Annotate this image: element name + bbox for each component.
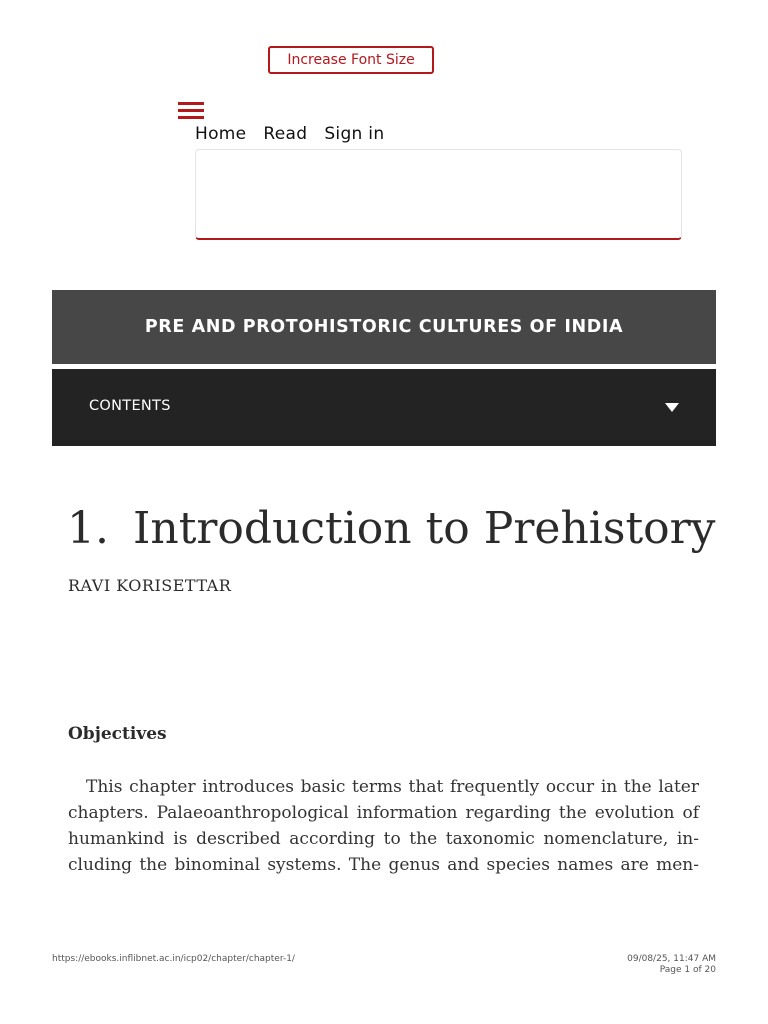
nav-item-sign-in[interactable]: Sign in <box>324 124 385 144</box>
footer-page-info: Page 1 of 20 <box>659 965 716 975</box>
chapter-title-text: Introduction to Prehistory <box>132 503 716 554</box>
increase-font-size-button[interactable]: Increase Font Size <box>268 46 434 74</box>
footer-meta <box>627 954 716 976</box>
paragraph-line: This chapter introduces basic terms that frequently occur in the later <box>86 777 699 797</box>
search-input[interactable] <box>195 149 682 240</box>
caret-down-icon[interactable] <box>665 403 679 412</box>
hamburger-menu-icon[interactable] <box>178 102 204 120</box>
paragraph-line: humankind is described according to the taxonomic nomenclature, in- <box>68 829 699 849</box>
contents-dropdown[interactable] <box>52 369 716 446</box>
footer-timestamp: 09/08/25, 11:47 AM <box>627 954 716 964</box>
footer-url: https://ebooks.inflibnet.ac.in/icp02/chapter/chapter-1/ <box>52 954 295 964</box>
nav-item-home[interactable]: Home <box>195 124 247 144</box>
book-title[interactable]: PRE AND PROTOHISTORIC CULTURES OF INDIA <box>144 317 624 337</box>
section-heading-objectives: Objectives <box>68 724 167 744</box>
contents-label: CONTENTS <box>89 398 171 414</box>
chapter-number: 1. <box>67 503 109 554</box>
chapter-title <box>67 497 716 561</box>
nav-item-read[interactable]: Read <box>263 124 308 144</box>
chapter-author: RAVI KORISETTAR <box>68 576 232 595</box>
paragraph-line: cluding the binominal systems. The genus and species names are men- <box>68 855 699 875</box>
book-title-banner[interactable] <box>52 290 716 364</box>
main-nav <box>195 124 384 144</box>
paragraph-line: chapters. Palaeoanthropological information regarding the evolution of <box>68 803 699 823</box>
objectives-paragraph <box>68 774 699 878</box>
